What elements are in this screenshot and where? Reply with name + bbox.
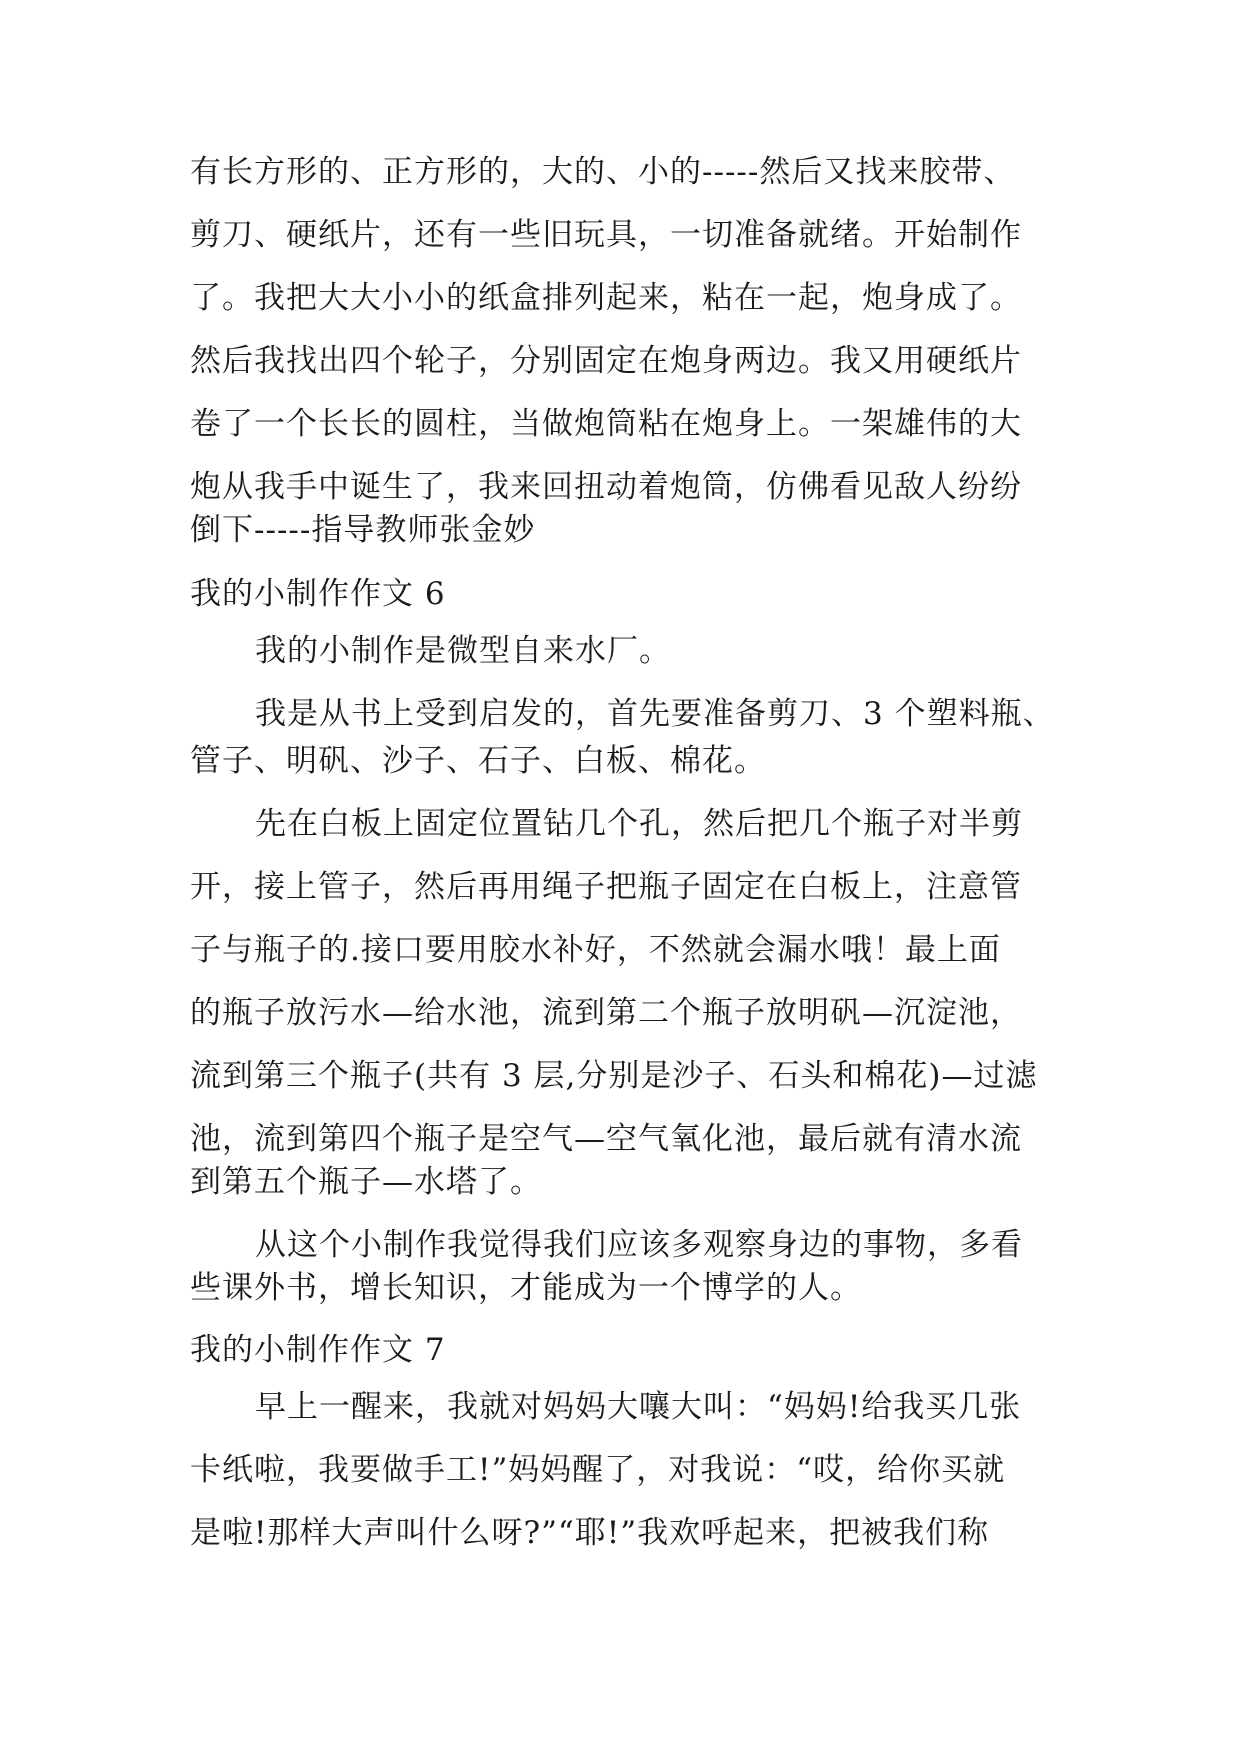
paragraph-line: 先在白板上固定位置钻几个孔，然后把几个瓶子对半剪 <box>255 806 1023 842</box>
paragraph-line: 卡纸啦，我要做手工!”妈妈醒了，对我说：“哎，给你买就 <box>190 1452 1006 1488</box>
paragraph-line: 池，流到第四个瓶子是空气—空气氧化池，最后就有清水流 <box>190 1121 1022 1157</box>
paragraph-line: 是啦!那样大声叫什么呀?”“耶!”我欢呼起来，把被我们称 <box>190 1515 990 1551</box>
paragraph-line: 早上一醒来，我就对妈妈大嚷大叫：“妈妈!给我买几张 <box>255 1389 1022 1425</box>
paragraph-line: 我的小制作是微型自来水厂。 <box>255 633 671 669</box>
text-line: 倒下-----指导教师张金妙 <box>190 512 536 548</box>
paragraph-line: 的瓶子放污水—给水池，流到第二个瓶子放明矾—沉淀池， <box>190 995 1022 1031</box>
text-line: 然后我找出四个轮子，分别固定在炮身两边。我又用硬纸片 <box>190 343 1022 379</box>
paragraph-line: 开，接上管子，然后再用绳子把瓶子固定在白板上，注意管 <box>190 869 1022 905</box>
paragraph-line: 子与瓶子的.接口要用胶水补好，不然就会漏水哦！最上面 <box>190 932 1001 968</box>
text-line: 炮从我手中诞生了，我来回扭动着炮筒，仿佛看见敌人纷纷 <box>190 469 1022 505</box>
text-line: 卷了一个长长的圆柱，当做炮筒粘在炮身上。一架雄伟的大 <box>190 406 1022 442</box>
paragraph-line: 流到第三个瓶子(共有 3 层,分别是沙子、石头和棉花)—过滤 <box>190 1058 1038 1094</box>
text-line: 有长方形的、正方形的，大的、小的-----然后又找来胶带、 <box>190 154 1016 190</box>
paragraph-line: 管子、明矾、沙子、石子、白板、棉花。 <box>190 743 766 779</box>
paragraph-line: 从这个小制作我觉得我们应该多观察身边的事物，多看 <box>255 1227 1023 1263</box>
essay-heading-6: 我的小制作作文 6 <box>190 576 446 612</box>
essay-heading-7: 我的小制作作文 7 <box>190 1332 446 1368</box>
paragraph-line: 些课外书，增长知识，才能成为一个博学的人。 <box>190 1270 862 1306</box>
text-line: 了。我把大大小小的纸盒排列起来，粘在一起，炮身成了。 <box>190 280 1022 316</box>
paragraph-line: 我是从书上受到启发的，首先要准备剪刀、3 个塑料瓶、 <box>255 696 1055 732</box>
paragraph-line: 到第五个瓶子—水塔了。 <box>190 1164 542 1200</box>
text-line: 剪刀、硬纸片，还有一些旧玩具，一切准备就绪。开始制作 <box>190 217 1022 253</box>
